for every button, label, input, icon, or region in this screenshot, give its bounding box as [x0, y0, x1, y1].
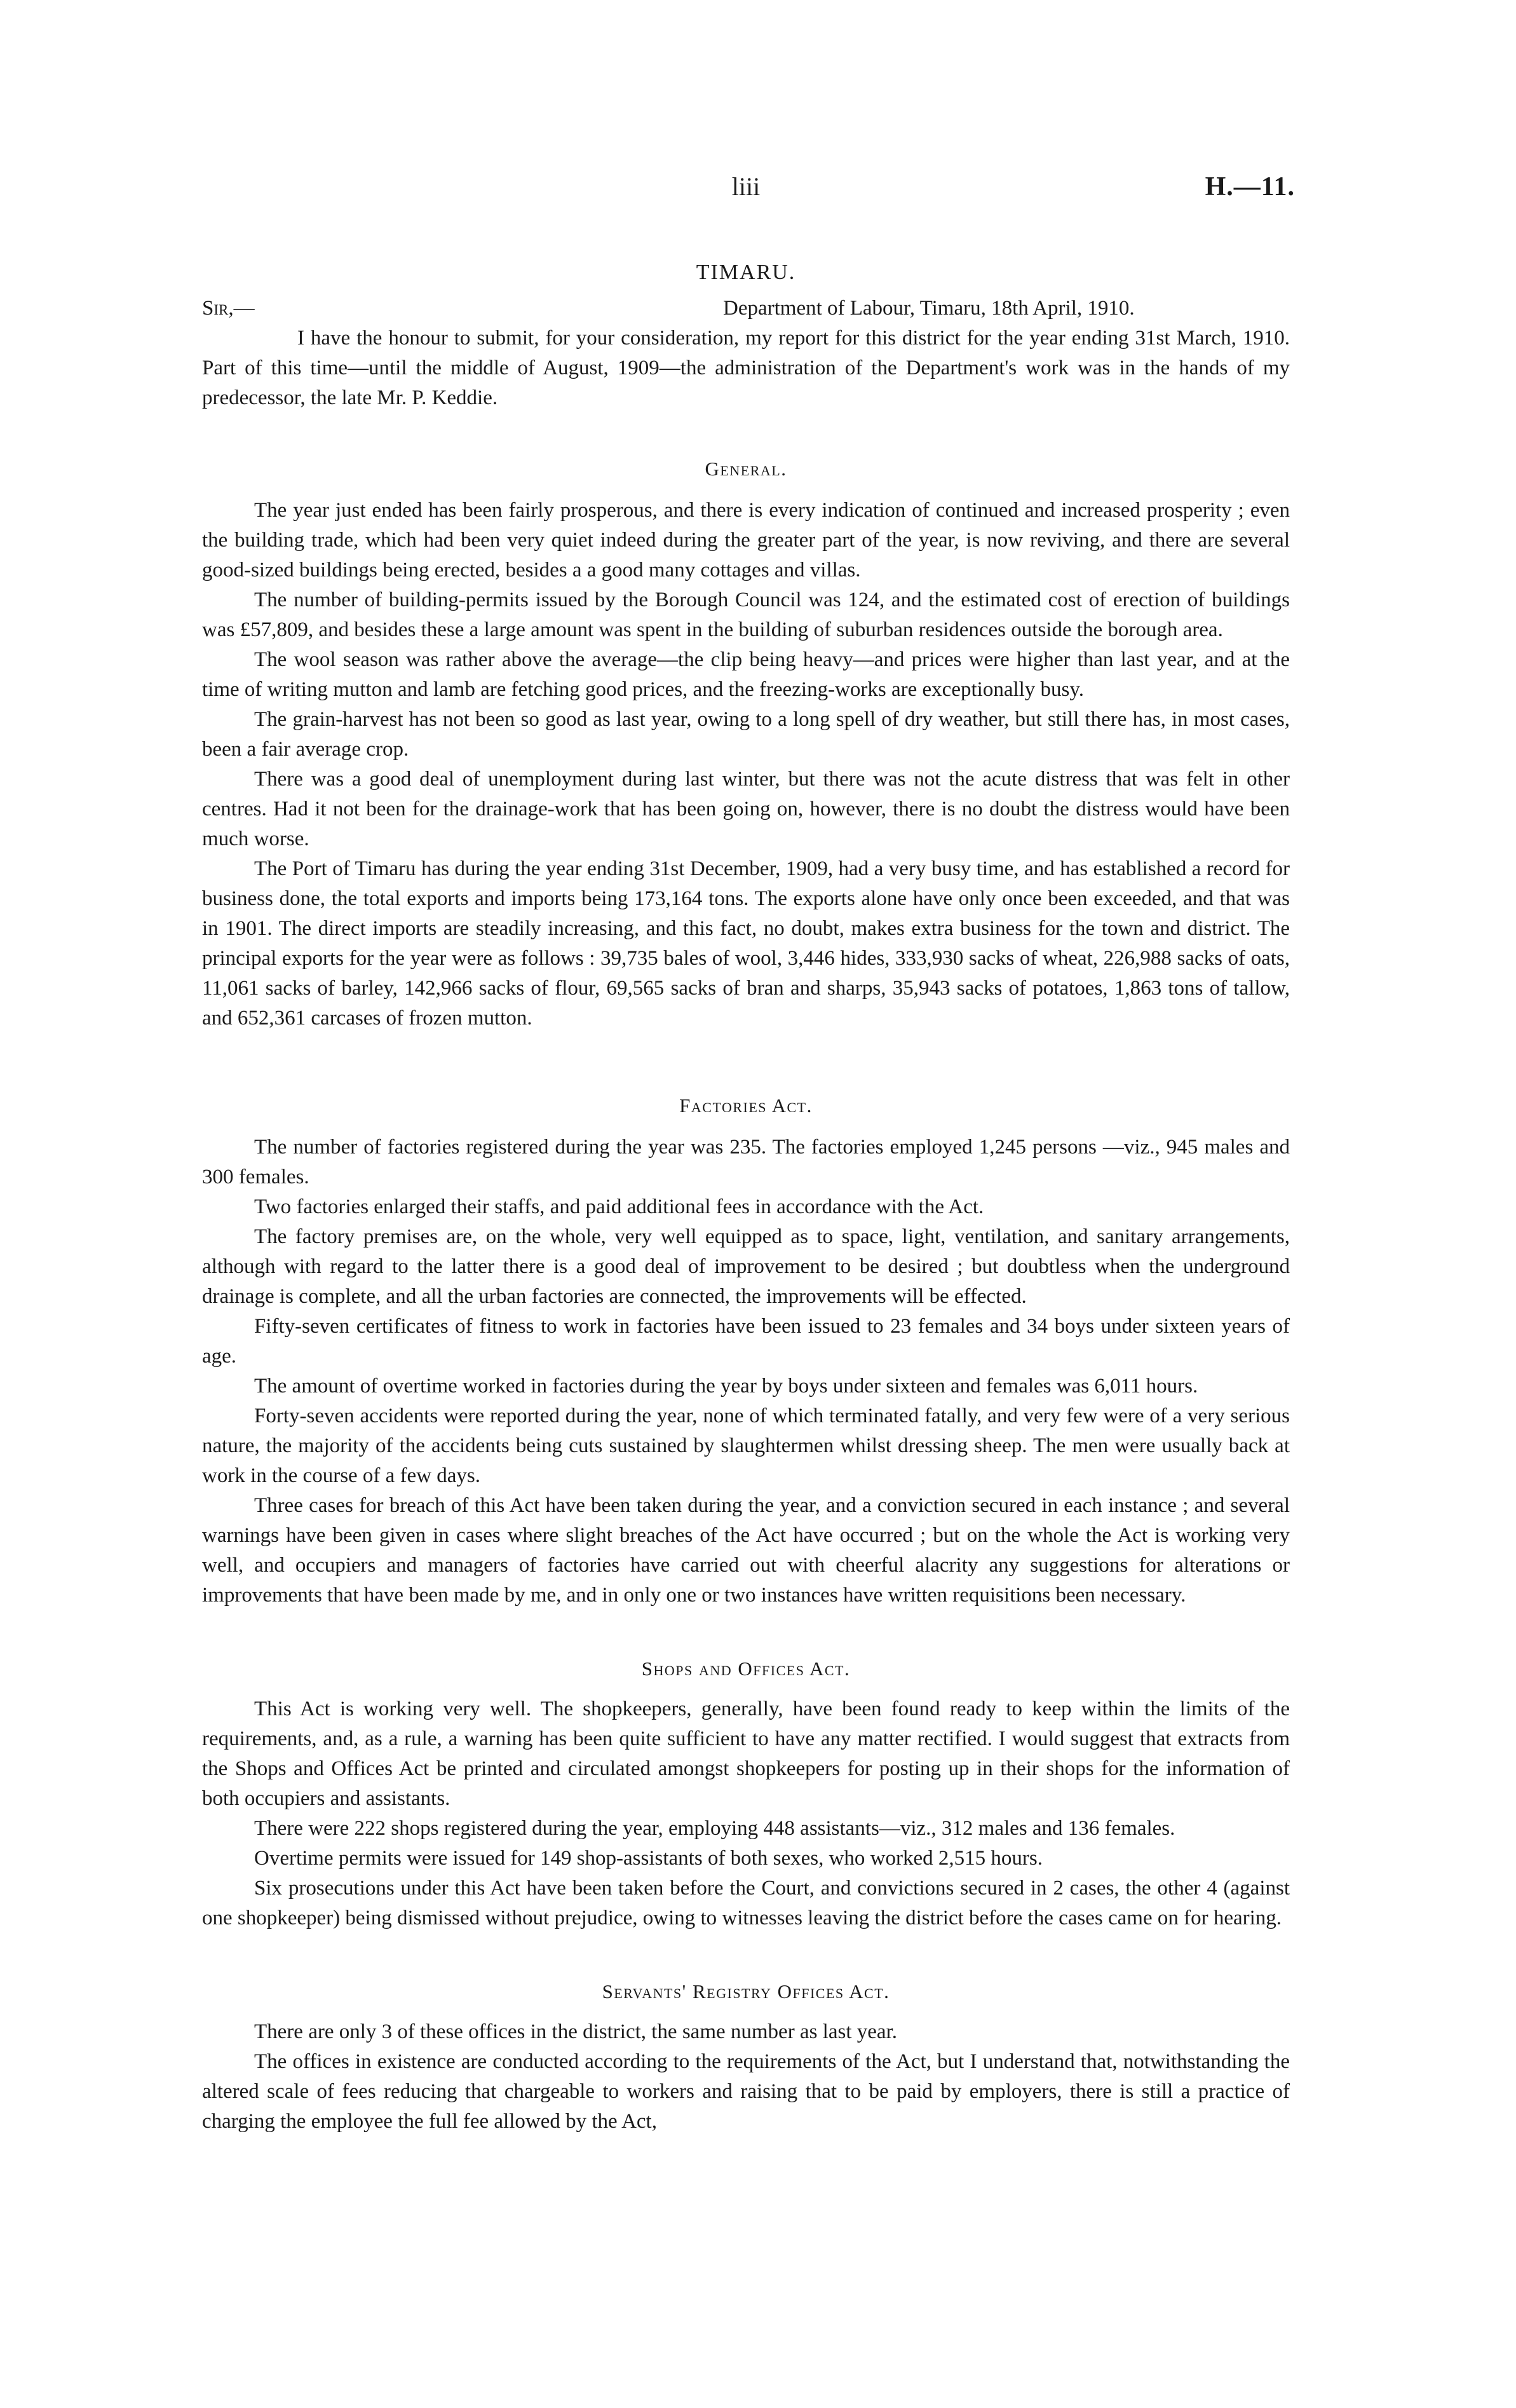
paragraph: This Act is working very well. The shopkeepers, generally, have been found ready to keep within the limits of the requirements, and, as a rule, a warning has been quite sufficient to have any matter rectified. I would suggest that extracts from the Shops and Offices Act be printed and circulated amongst shopkeepers for posting up in their shops for the information of both occupiers and assistants. [202, 1697, 1290, 1810]
paragraph: The factory premises are, on the whole, very well equipped as to space, light, ventilation, and sanitary arrangements, although with regard to the latter there is a good deal of improvement to be desired ; but doubtless when the underground drainage is complete, and all the urban factories are connected, the improvements will be effected. [202, 1225, 1290, 1308]
paragraph: The number of building-permits issued by the Borough Council was 124, and the estimated cost of erection of buildings was £57,809, and besides these a large amount was spent in the building of suburban residences outside the borough area. [202, 588, 1290, 641]
paragraph: Three cases for breach of this Act have been taken during the year, and a conviction secured in each instance ; and several warnings have been given in cases where slight breaches of the Act have occurred ; but on the whole the Act is working very well, and occupiers and managers of factories have carried out with cheerful alacrity any suggestions for alterations or improvements that have been made by me, and in only one or two instances have written requisitions been necessary. [202, 1494, 1290, 1607]
paragraph: Overtime permits were issued for 149 shop-assistants of both sexes, who worked 2,515 hours. [254, 1847, 1043, 1870]
district-title: TIMARU. [696, 261, 796, 284]
section-general [202, 458, 1290, 1033]
running-header [202, 172, 1295, 216]
section-heading: Factories Act. [679, 1094, 813, 1117]
paragraph: There was a good deal of unemployment during last winter, but there was not the acute distress that was felt in other centres. Had it not been for the drainage-work that has been going on, however, there is no doubt the distress would have been much worse. [202, 768, 1290, 850]
paragraph: The offices in existence are conducted according to the requirements of the Act, but I understand that, notwithstanding the altered scale of fees reducing that chargeable to workers and raising that to be paid by employers, there is still a practice of charging the employee the full fee allowed by the Act, [202, 2050, 1290, 2133]
intro-paragraph: I have the honour to submit, for your consideration, my report for this district for the year ending 31st March, 1910. Part of this time—until the middle of August, 1909—the administration of the Department's work was in the hands of my predecessor, the late Mr. P. Keddie. [202, 327, 1290, 409]
section-servants-registry-offices-act [202, 1980, 1290, 2137]
salutation: Sir,— [202, 297, 255, 320]
paragraph: The year just ended has been fairly prosperous, and there is every indication of continued and increased prosperity ; even the building trade, which had been very quiet indeed during the greater part of the year, is now reviving, and there are several good-sized buildings being erected, besides a a good many cottages and villas. [202, 499, 1290, 582]
paragraph: Two factories enlarged their staffs, and paid additional fees in accordance with the Act. [254, 1195, 984, 1218]
paragraph: The wool season was rather above the average—the clip being heavy—and prices were higher than last year, and at the time of writing mutton and lamb are fetching good prices, and the freezing-works are exceptionally busy. [202, 648, 1290, 701]
section-heading: General. [705, 458, 787, 480]
paragraph: There are only 3 of these offices in the district, the same number as last year. [254, 2020, 897, 2043]
dateline: Department of Labour, Timaru, 18th April, 1910. [723, 297, 1135, 320]
paragraph: Fifty-seven certificates of fitness to work in factories have been issued to 23 females and 34 boys under sixteen years of age. [202, 1315, 1290, 1368]
introduction [202, 323, 1290, 413]
section-factories-act [202, 1094, 1290, 1610]
paragraph: Forty-seven accidents were reported during the year, none of which terminated fatally, and very few were of a very serious nature, the majority of the accidents being cuts sustained by slaughtermen whilst dressing sheep. The men were usually back at work in the course of a few days. [202, 1405, 1290, 1487]
paragraph: The amount of overtime worked in factories during the year by boys under sixteen and females was 6,011 hours. [254, 1375, 1198, 1398]
section-heading: Servants' Registry Offices Act. [602, 1980, 890, 2003]
letter-opening [202, 294, 1290, 323]
section-shops-and-offices-act [202, 1657, 1290, 1933]
paragraph: The number of factories registered during the year was 235. The factories employed 1,245 persons —viz., 945 males and 300 females. [202, 1136, 1290, 1188]
section-heading: Shops and Offices Act. [641, 1657, 851, 1680]
document-reference: H.—11. [1205, 172, 1295, 201]
paragraph: There were 222 shops registered during the year, employing 448 assistants—viz., 312 males and 136 females. [254, 1817, 1175, 1840]
paragraph: Six prosecutions under this Act have been taken before the Court, and convictions secured in 2 cases, the other 4 (against one shopkeeper) being dismissed without prejudice, owing to witnesses leaving the district before the cases came on for hearing. [202, 1877, 1290, 1929]
document-page [202, 172, 1295, 2137]
paragraph: The grain-harvest has not been so good as last year, owing to a long spell of dry weather, but still there has, in most cases, been a fair average crop. [202, 708, 1290, 761]
paragraph: The Port of Timaru has during the year ending 31st December, 1909, had a very busy time, and has established a record for business done, the total exports and imports being 173,164 tons. The exports alone have only once been exceeded, and that was in 1901. The direct imports are steadily increasing, and this fact, no doubt, makes extra business for the town and district. The principal exports for the year were as follows : 39,735 bales of wool, 3,446 hides, 333,930 sacks of wheat, 226,988 sacks of oats, 11,061 sacks of barley, 142,966 sacks of flour, 69,565 sacks of bran and sharps, 35,943 sacks of potatoes, 1,863 tons of tallow, and 652,361 carcases of frozen mutton. [202, 857, 1290, 1030]
page-number: liii [731, 172, 761, 201]
